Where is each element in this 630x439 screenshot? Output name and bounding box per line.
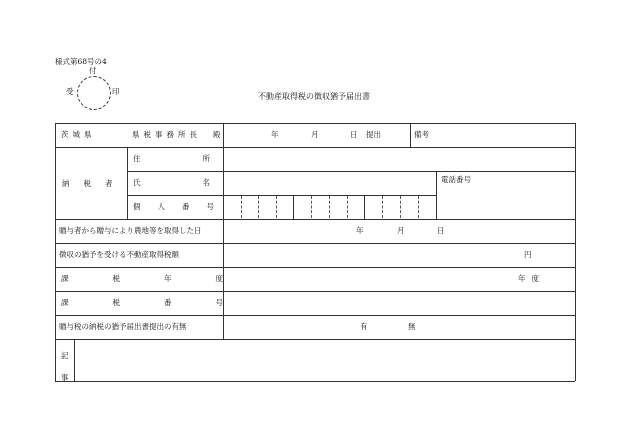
gift-tax-no: 無 xyxy=(408,322,416,331)
table-border-top xyxy=(55,123,575,124)
col-line xyxy=(74,339,75,381)
row-line xyxy=(55,315,575,316)
stamp-right-char: 印 xyxy=(112,87,120,96)
personal-number-digit-line xyxy=(258,196,259,218)
office-head: 県税事務所長 xyxy=(132,130,201,139)
phone-label: 電話番号 xyxy=(441,175,471,184)
personal-number-label: 個人番号 xyxy=(133,202,231,211)
gift-tax-yes: 有 xyxy=(360,322,368,331)
personal-number-digit-line xyxy=(329,196,330,218)
document-title: 不動産取得税の徴収猶予届出書 xyxy=(258,92,370,101)
taxpayer-label-text: 納税者 xyxy=(62,179,127,188)
tax-number-label: 課税番号 xyxy=(61,298,267,307)
submit-year: 年 xyxy=(271,130,279,139)
row-line xyxy=(55,219,575,220)
stamp-left-char: 受 xyxy=(66,87,74,96)
tax-year-unit: 年度 xyxy=(518,274,545,283)
address-label: 住所 xyxy=(133,154,272,163)
table-border-right xyxy=(575,123,576,381)
acquisition-day: 日 xyxy=(437,226,445,235)
personal-number-digit-line xyxy=(382,196,383,218)
personal-number-digit-line xyxy=(347,196,348,218)
gift-tax-label: 贈与税の納税の猶予届出書提出の有無 xyxy=(59,322,187,331)
personal-number-digit-line xyxy=(276,196,277,218)
row-line xyxy=(127,171,575,172)
submit-day: 日 xyxy=(350,130,358,139)
remarks-label: 備考 xyxy=(414,130,429,139)
row-line xyxy=(55,267,575,268)
notes-label: 記事 xyxy=(61,351,69,382)
personal-number-group-line xyxy=(293,195,294,219)
form-number: 様式第68号の4 xyxy=(55,57,107,66)
acquisition-month: 月 xyxy=(397,226,405,235)
personal-number-digit-line xyxy=(400,196,401,218)
row-line xyxy=(55,339,575,340)
submit-label: 提出 xyxy=(366,130,381,139)
acquisition-date-label: 贈与者から贈与により農地等を取得した日 xyxy=(59,226,202,235)
table-border-bottom xyxy=(55,381,575,382)
row-line xyxy=(55,147,575,148)
taxpayer-label xyxy=(62,179,127,189)
row-line xyxy=(55,243,575,244)
row-line xyxy=(55,291,575,292)
tax-year-label: 課税年度 xyxy=(61,274,267,283)
personal-number-digit-line xyxy=(241,196,242,218)
submit-month: 月 xyxy=(311,130,319,139)
personal-number-digit-line xyxy=(311,196,312,218)
acquisition-year: 年 xyxy=(356,226,364,235)
reception-stamp-circle xyxy=(77,76,111,110)
stamp-top-char: 付 xyxy=(89,66,97,75)
deferral-amount-label: 徴収の猶予を受ける不動産取得税額 xyxy=(59,250,179,259)
col-line xyxy=(436,171,437,219)
prefecture-name: 茨城県 xyxy=(61,130,96,139)
personal-number-group-line xyxy=(364,195,365,219)
name-label: 氏名 xyxy=(133,178,272,187)
col-line xyxy=(127,147,128,219)
row-line xyxy=(127,195,436,196)
honorific: 殿 xyxy=(213,130,221,139)
personal-number-digit-line xyxy=(418,196,419,218)
col-line xyxy=(410,123,411,147)
yen-unit: 円 xyxy=(524,250,532,259)
table-border-left xyxy=(55,123,56,381)
